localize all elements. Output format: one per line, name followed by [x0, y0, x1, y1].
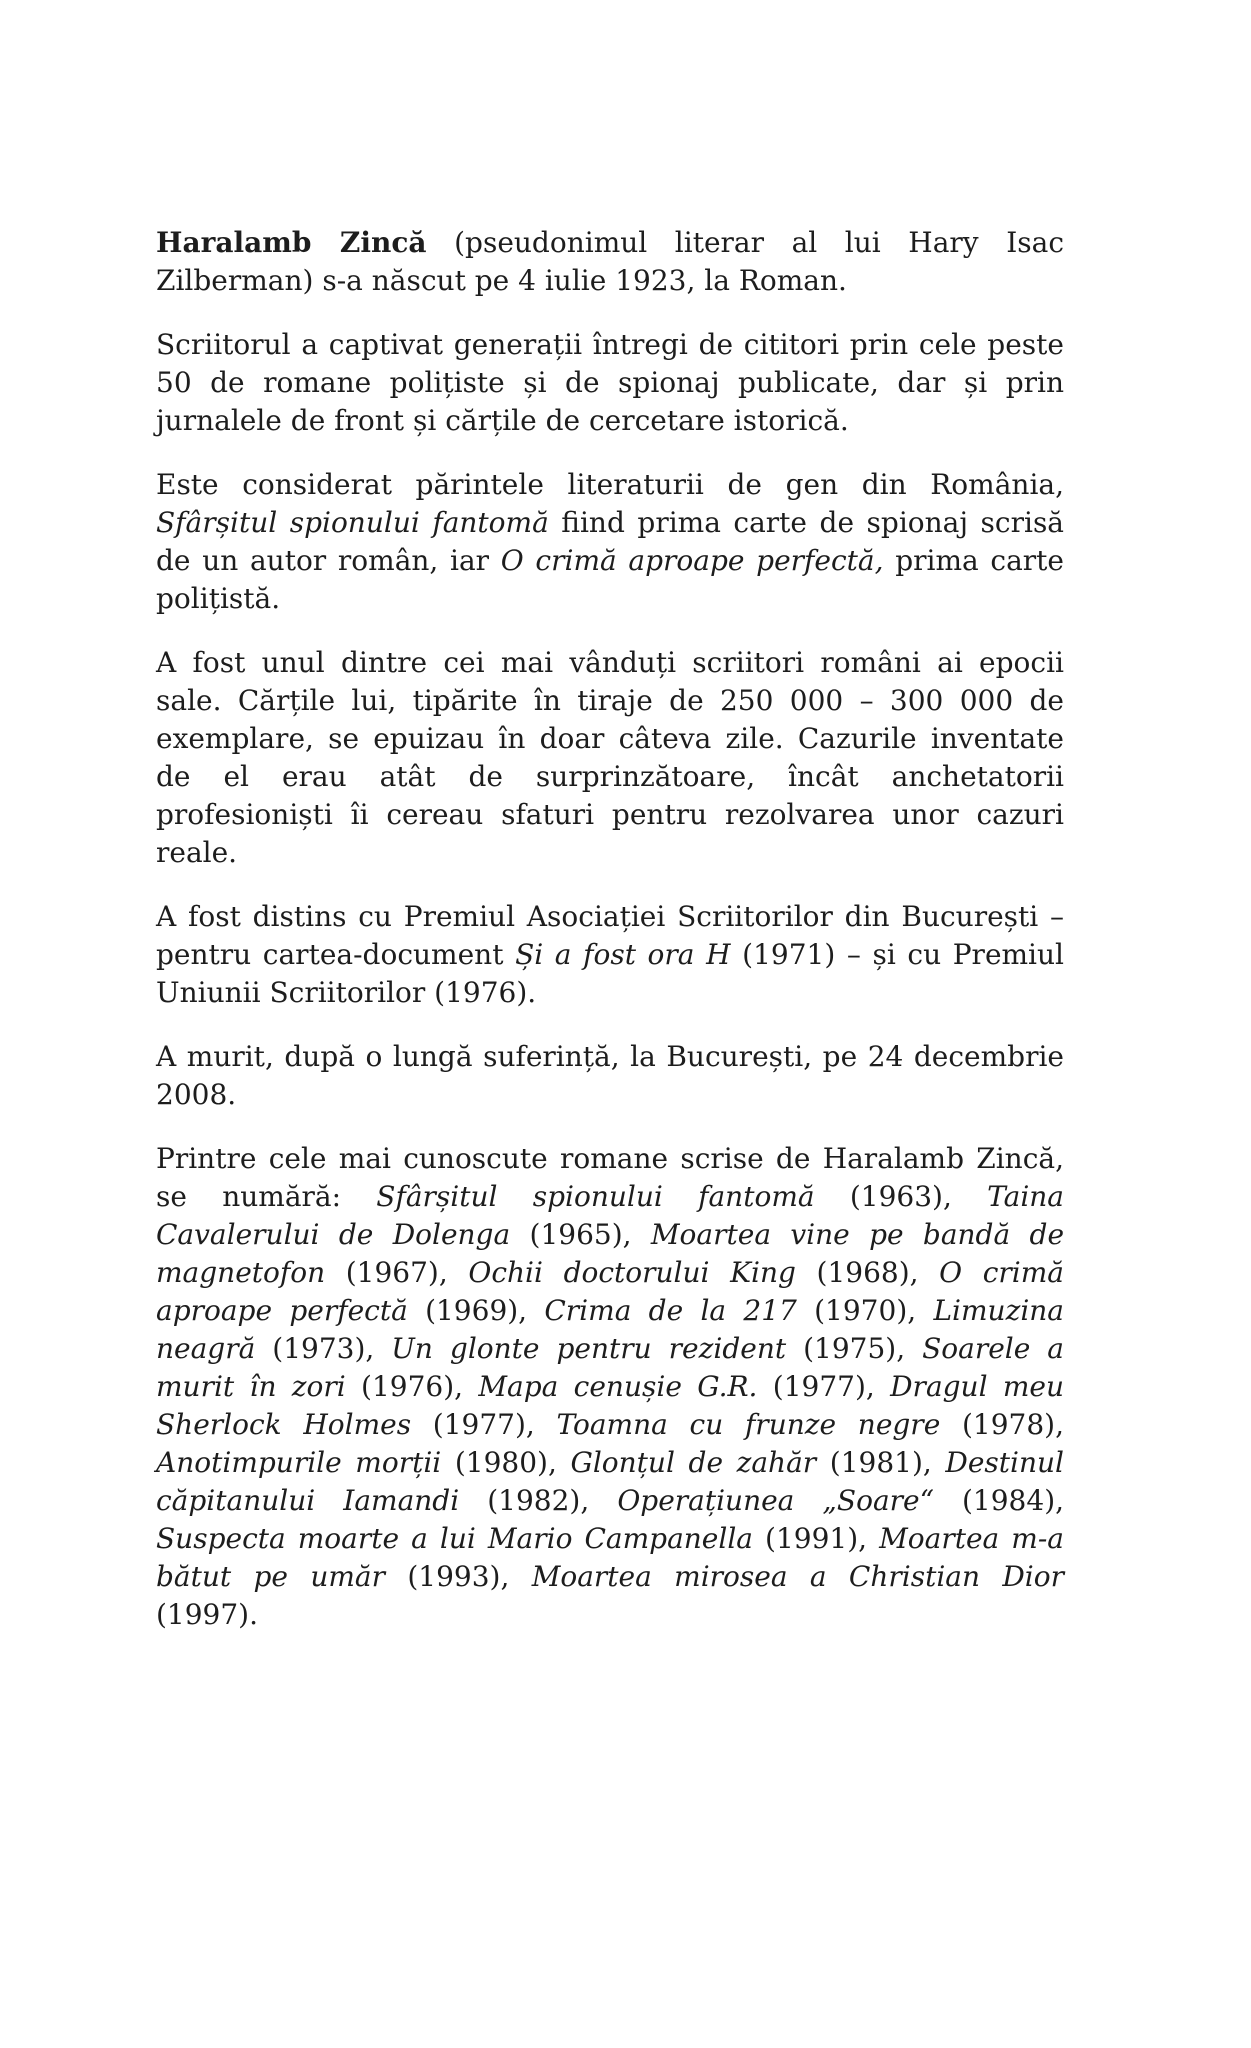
- text-run: (1965),: [510, 1218, 651, 1251]
- text-block: [156, 224, 1064, 1660]
- text-run: (1993),: [385, 1560, 532, 1593]
- text-run: (1977),: [411, 1408, 557, 1441]
- book-title-run: Sfârșitul spionului fantomă: [376, 1180, 815, 1213]
- book-title-run: Sfârșitul spionului fantomă: [156, 506, 549, 539]
- text-run: (1978),: [940, 1408, 1064, 1441]
- text-run: (1981),: [816, 1446, 946, 1479]
- text-run: (1984),: [933, 1484, 1065, 1517]
- text-run: A fost distins cu Premiul Asociației Scriitorilor din București – pentru cartea-document: [156, 900, 1064, 971]
- text-run: (1975),: [786, 1332, 923, 1365]
- text-run: (1970),: [796, 1294, 934, 1327]
- text-run: (pseudonimul literar al lui Hary Isac Zilberman) s-a născut pe 4 iulie 1923, la Roman.: [156, 226, 1064, 297]
- paragraph-bibliography: [156, 1140, 1064, 1634]
- book-title-run: Moartea mirosea a Christian Dior: [531, 1560, 1064, 1593]
- text-run: (1968),: [795, 1256, 940, 1289]
- paragraph-bestseller: [156, 644, 1064, 872]
- text-run: (1963),: [814, 1180, 988, 1213]
- text-run: A murit, după o lungă suferință, la București, pe 24 decembrie 2008.: [156, 1040, 1064, 1111]
- book-title-run: Destinul căpitanului Iamandi: [156, 1446, 1065, 1517]
- book-title-run: Glonțul de zahăr: [570, 1446, 817, 1479]
- book-title-run: Ochii doctorului King: [468, 1256, 796, 1289]
- bold-run: Haralamb Zincă: [156, 226, 427, 259]
- text-run: A fost unul dintre cei mai vânduți scriitori români ai epocii sale. Cărțile lui, tipărite în tiraje de 250 000 – 300 000 de exemplare, se epuizau în doar câteva zile. Cazurile inventate de el erau atât de surprinzătoare, încât anchetatorii profesioniști îi cereau sfaturi pentru rezolvarea unor cazuri reale.: [156, 646, 1064, 869]
- book-title-run: Moartea m-a bătut pe umăr: [156, 1522, 1064, 1593]
- book-title-run: Anotimpurile morții: [156, 1446, 442, 1479]
- text-run: (1971) – și cu Premiul Uniunii Scriitorilor (1976).: [156, 938, 1065, 1009]
- book-title-run: Dragul meu Sherlock Holmes: [156, 1370, 1065, 1441]
- paragraph-birth: [156, 224, 1064, 300]
- paragraph-death: [156, 1038, 1064, 1114]
- text-run: Este considerat părintele literaturii de gen din România,: [156, 468, 1064, 501]
- book-title-run: O crimă aproape perfectă: [156, 1256, 1065, 1327]
- text-run: (1976),: [345, 1370, 479, 1403]
- text-run: (1997).: [156, 1598, 259, 1631]
- paragraph-career: [156, 326, 1064, 440]
- paragraph-awards: [156, 898, 1064, 1012]
- text-run: (1969),: [407, 1294, 545, 1327]
- text-run: Printre cele mai cunoscute romane scrise de Haralamb Zincă, se numără:: [156, 1142, 1064, 1213]
- text-run: (1973),: [255, 1332, 392, 1365]
- text-run: (1967),: [325, 1256, 469, 1289]
- paragraph-genre-father: [156, 466, 1064, 618]
- book-title-run: Suspecta moarte a lui Mario Campanella: [156, 1522, 753, 1555]
- book-title-run: Moartea vine pe bandă de magnetofon: [156, 1218, 1065, 1289]
- book-title-run: Mapa cenușie G.R.: [478, 1370, 758, 1403]
- text-run: (1977),: [757, 1370, 891, 1403]
- book-title-run: O crimă aproape perfectă,: [500, 544, 884, 577]
- text-run: Scriitorul a captivat generații întregi de cititori prin cele peste 50 de romane polițiste și de spionaj publicate, dar și prin jurnalele de front și cărțile de cercetare istorică.: [156, 328, 1064, 437]
- book-title-run: Crima de la 217: [544, 1294, 797, 1327]
- book-title-run: Un glonte pentru rezident: [391, 1332, 787, 1365]
- book-title-run: Soarele a murit în zori: [156, 1332, 1065, 1403]
- text-run: (1982),: [459, 1484, 618, 1517]
- book-title-run: Operațiunea „Soare“: [617, 1484, 934, 1517]
- book-title-run: Și a fost ora H: [515, 938, 731, 971]
- book-title-run: Limuzina neagră: [156, 1294, 1065, 1365]
- text-run: (1991),: [752, 1522, 880, 1555]
- book-title-run: Toamna cu frunze negre: [556, 1408, 941, 1441]
- book-title-run: Taina Cavalerului de Dolenga: [156, 1180, 1065, 1251]
- text-run: fiind prima carte de spionaj scrisă de un autor român, iar: [156, 506, 1065, 577]
- text-run: (1980),: [441, 1446, 571, 1479]
- text-run: prima carte polițistă.: [156, 544, 1064, 615]
